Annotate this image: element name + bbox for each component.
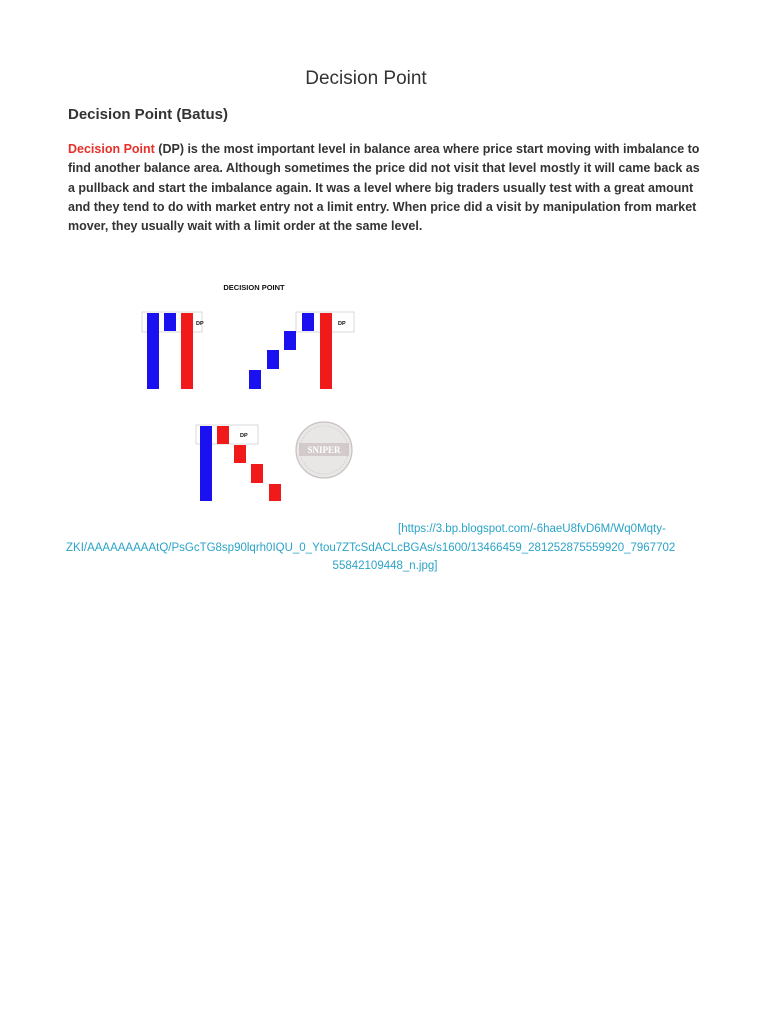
candle-bull-3: [249, 370, 261, 389]
page-title: Decision Point: [305, 68, 427, 89]
candle-bear-6: [269, 484, 281, 501]
candle-bull-7: [200, 426, 212, 501]
body-paragraph: [68, 140, 708, 236]
dp-label-2: DP: [338, 321, 346, 327]
candle-bear-2: [320, 313, 332, 389]
candle-bear-1: [181, 313, 193, 389]
paragraph-text: (DP) is the most important level in balance area where price start moving with imbalance to find another balance area. Although sometimes the price did not visit that level mostly it will came back as a pullback and start the imbalance again. It was a level where big traders usually test with a great amount and they tend to do with market entry not a limit entry. When price did a visit by manipulation from market mover, they usually wait with a limit order at the same level.: [68, 142, 700, 234]
image-source-link[interactable]: [66, 520, 704, 576]
section-heading: Decision Point (Batus): [68, 106, 229, 123]
figure-title: DECISION POINT: [223, 283, 285, 292]
highlighted-term: Decision Point: [68, 142, 155, 156]
candle-bull-6: [302, 313, 314, 331]
candle-bull-5: [284, 331, 296, 350]
candle-bull-2: [164, 313, 176, 331]
candle-bear-4: [234, 445, 246, 463]
dp-label-1: DP: [196, 321, 204, 327]
dp-label-3: DP: [240, 433, 248, 439]
link-line-1[interactable]: [https://3.bp.blogspot.com/-6haeU8fvD6M/Wq0Mqty-: [398, 523, 666, 535]
candle-bear-5: [251, 464, 263, 483]
decision-point-figure: [136, 270, 372, 510]
decision-point-diagram: [136, 270, 372, 510]
link-line-3[interactable]: 55842109448_n.jpg]: [332, 560, 438, 573]
link-line-2[interactable]: ZKI/AAAAAAAAAtQ/PsGcTG8sp90lqrh0IQU_0_Ytou7ZTcSdACLcBGAs/s1600/13466459_281252875559920_7967702: [66, 541, 676, 554]
stamp-text: SNIPER: [307, 445, 341, 455]
sniper-stamp-icon: [296, 422, 352, 478]
candle-bull-1: [147, 313, 159, 389]
candle-bear-3: [217, 426, 229, 444]
candle-bull-4: [267, 350, 279, 369]
